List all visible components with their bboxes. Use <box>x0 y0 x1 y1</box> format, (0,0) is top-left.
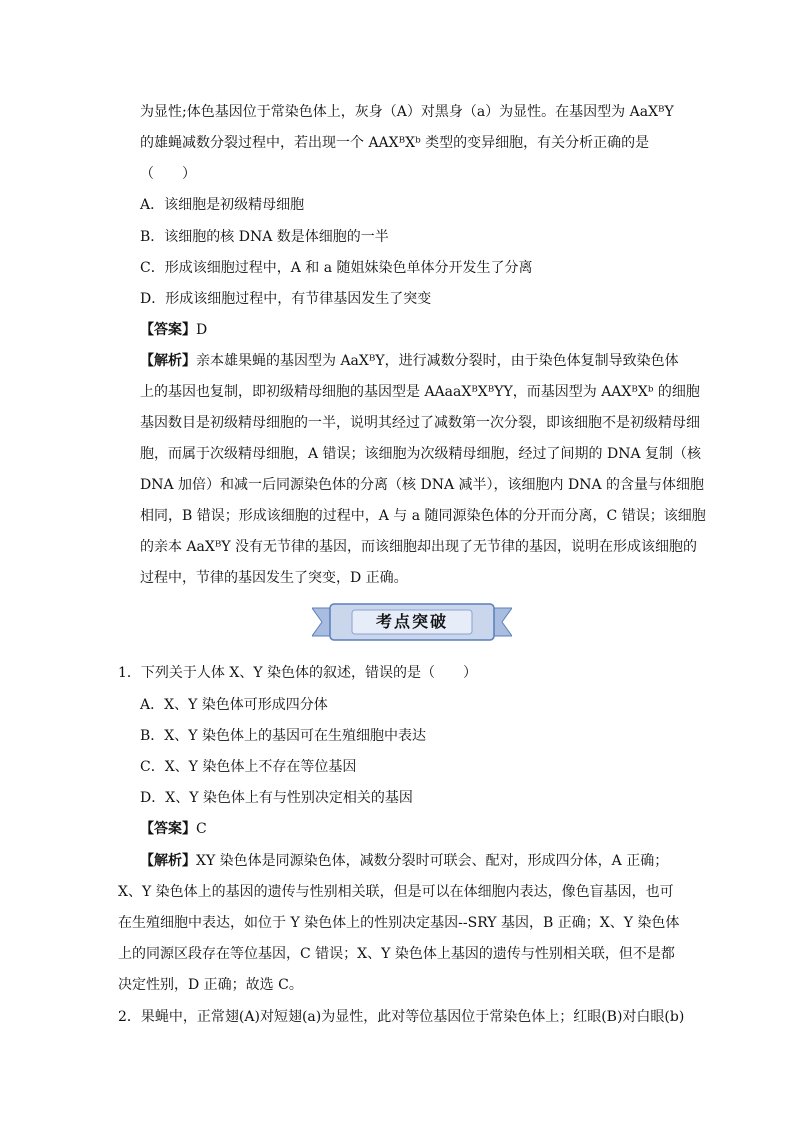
analysis-tag: 【解析】 <box>140 353 196 369</box>
q1-option-b: B．X、Y 染色体上的基因可在生殖细胞中表达 <box>140 728 426 744</box>
intro-analysis-line-5: DNA 加倍）和减一后同源染色体的分离（核 DNA 减半），该细胞内 DNA 的含量与体细胞 <box>140 477 705 493</box>
intro-analysis-line-6: 相同，B 错误；形成该细胞的过程中，A 与 a 随同源染色体的分开而分离，C 错误；该细胞 <box>140 508 706 524</box>
q1-analysis-line-3: 在生殖细胞中表达，如位于 Y 染色体上的性别决定基因--SRY 基因，B 正确；X、Y 染色体 <box>118 915 680 931</box>
intro-option-c: C．形成该细胞过程中，A 和 a 随姐妹染色单体分开发生了分离 <box>140 260 533 276</box>
answer-tag: 【答案】 <box>140 821 196 837</box>
intro-analysis-line-1 <box>140 351 679 371</box>
analysis-tag: 【解析】 <box>140 853 196 869</box>
intro-line-2: 的雄蝇减数分裂过程中，若出现一个 AAXᴮXᵇ 类型的变异细胞，有关分析正确的是 <box>140 135 650 151</box>
q1-option-c: C．X、Y 染色体上不存在等位基因 <box>140 759 357 775</box>
intro-analysis-line-8: 过程中，节律的基因发生了突变，D 正确。 <box>140 570 408 586</box>
intro-line-3: （ ） <box>140 166 196 182</box>
q1-analysis-line-5: 决定性别，D 正确；故选 C。 <box>118 977 303 993</box>
q1-stem: 1．下列关于人体 X、Y 染色体的叙述，错误的是（ ） <box>118 665 478 681</box>
q1-option-d: D．X、Y 染色体上有与性别决定相关的基因 <box>140 790 413 806</box>
intro-analysis-line-7: 的亲本 AaXᴮY 没有无节律的基因，而该细胞却出现了无节律的基因，说明在形成该细胞的 <box>140 539 698 555</box>
intro-analysis-line-2: 上的基因也复制，即初级精母细胞的基因型是 AAaaXᴮXᴮYY，而基因型为 AAXᴮXᵇ 的细胞 <box>140 384 700 400</box>
intro-analysis-line-4: 胞，而属于次级精母细胞，A 错误；该细胞为次级精母细胞，经过了间期的 DNA 复制（核 <box>140 446 702 462</box>
intro-option-a: A．该细胞是初级精母细胞 <box>140 197 305 213</box>
intro-option-d: D．形成该细胞过程中，有节律基因发生了突变 <box>140 291 432 307</box>
analysis-text: XY 染色体是同源染色体，减数分裂时可联会、配对，形成四分体，A 正确； <box>196 853 669 869</box>
answer-tag: 【答案】 <box>140 322 196 338</box>
answer-value: D <box>196 322 208 338</box>
intro-answer <box>140 320 207 340</box>
analysis-text: 亲本雄果蝇的基因型为 AaXᴮY，进行减数分裂时，由于染色体复制导致染色体 <box>196 353 679 369</box>
intro-option-b: B．该细胞的核 DNA 数是体细胞的一半 <box>140 229 389 245</box>
q1-option-a: A．X、Y 染色体可形成四分体 <box>140 697 328 713</box>
q1-analysis-line-1 <box>140 851 668 871</box>
intro-line-1: 为显性;体色基因位于常染色体上，灰身（A）对黑身（a）为显性。在基因型为 AaXᴮY <box>140 104 674 120</box>
banner-label: 考点突破 <box>375 612 448 631</box>
intro-analysis-line-3: 基因数目是初级精母细胞的一半，说明其经过了减数第一次分裂，即该细胞不是初级精母细 <box>140 415 700 431</box>
q1-analysis-line-4: 上的同源区段存在等位基因，C 错误；X、Y 染色体上基因的遗传与性别相关联，但不是都 <box>118 946 675 962</box>
q1-answer <box>140 819 207 839</box>
section-banner <box>312 602 512 642</box>
q2-stem: 2．果蝇中，正常翅(A)对短翅(a)为显性，此对等位基因位于常染色体上；红眼(B)对白眼(b) <box>118 1009 685 1025</box>
q1-analysis-line-2: X、Y 染色体上的基因的遗传与性别相关联，但是可以在体细胞内表达，像色盲基因，也可 <box>118 884 674 900</box>
answer-value: C <box>196 821 207 837</box>
